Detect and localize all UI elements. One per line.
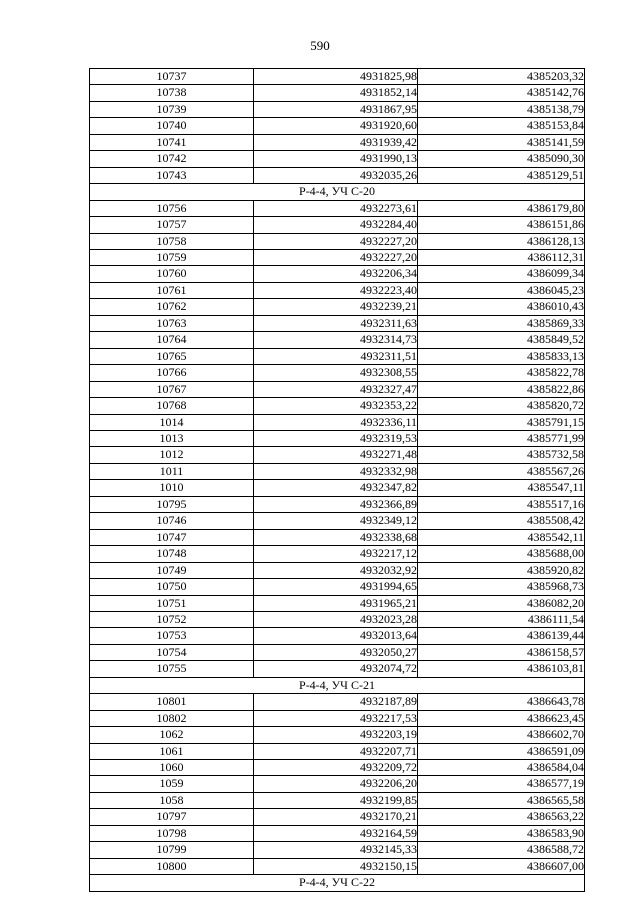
point-number-cell: 10760 <box>90 266 254 282</box>
y-coordinate-cell: 4386128,13 <box>418 233 585 249</box>
point-number-cell: 10762 <box>90 299 254 315</box>
table-row <box>90 69 585 85</box>
y-coordinate-cell: 4385688,00 <box>418 546 585 562</box>
x-coordinate-cell: 4932187,89 <box>254 694 418 710</box>
y-coordinate-cell: 4385547,11 <box>418 480 585 496</box>
y-coordinate-cell: 4385869,33 <box>418 315 585 331</box>
x-coordinate-cell: 4932050,27 <box>254 644 418 660</box>
table-row <box>90 529 585 545</box>
table-row <box>90 513 585 529</box>
table-row <box>90 562 585 578</box>
table-row <box>90 694 585 710</box>
table-row <box>90 447 585 463</box>
y-coordinate-cell: 4386643,78 <box>418 694 585 710</box>
point-number-cell: 10743 <box>90 167 254 183</box>
y-coordinate-cell: 4385567,26 <box>418 463 585 479</box>
y-coordinate-cell: 4385142,76 <box>418 85 585 101</box>
x-coordinate-cell: 4932239,21 <box>254 299 418 315</box>
x-coordinate-cell: 4932314,73 <box>254 332 418 348</box>
point-number-cell: 10754 <box>90 644 254 660</box>
x-coordinate-cell: 4932349,12 <box>254 513 418 529</box>
point-number-cell: 10749 <box>90 562 254 578</box>
x-coordinate-cell: 4932332,98 <box>254 463 418 479</box>
y-coordinate-cell: 4386139,44 <box>418 628 585 644</box>
y-coordinate-cell: 4386010,43 <box>418 299 585 315</box>
x-coordinate-cell: 4932311,63 <box>254 315 418 331</box>
y-coordinate-cell: 4385822,78 <box>418 365 585 381</box>
x-coordinate-cell: 4932273,61 <box>254 200 418 216</box>
point-number-cell: 10768 <box>90 398 254 414</box>
x-coordinate-cell: 4931939,42 <box>254 134 418 150</box>
point-number-cell: 10758 <box>90 233 254 249</box>
table-row <box>90 430 585 446</box>
y-coordinate-cell: 4385968,73 <box>418 579 585 595</box>
point-number-cell: 1062 <box>90 727 254 743</box>
x-coordinate-cell: 4932209,72 <box>254 760 418 776</box>
y-coordinate-cell: 4386045,23 <box>418 282 585 298</box>
point-number-cell: 10753 <box>90 628 254 644</box>
point-number-cell: 1012 <box>90 447 254 463</box>
y-coordinate-cell: 4386179,80 <box>418 200 585 216</box>
table-row <box>90 628 585 644</box>
table-row <box>90 809 585 825</box>
y-coordinate-cell: 4385791,15 <box>418 414 585 430</box>
point-number-cell: 10797 <box>90 809 254 825</box>
point-number-cell: 10802 <box>90 710 254 726</box>
point-number-cell: 1058 <box>90 792 254 808</box>
table-row <box>90 858 585 874</box>
x-coordinate-cell: 4932217,12 <box>254 546 418 562</box>
point-number-cell: 10765 <box>90 348 254 364</box>
point-number-cell: 10750 <box>90 579 254 595</box>
point-number-cell: 1061 <box>90 743 254 759</box>
table-row <box>90 760 585 776</box>
table-row <box>90 727 585 743</box>
x-coordinate-cell: 4932013,64 <box>254 628 418 644</box>
point-number-cell: 10746 <box>90 513 254 529</box>
table-row <box>90 825 585 841</box>
x-coordinate-cell: 4932338,68 <box>254 529 418 545</box>
x-coordinate-cell: 4932327,47 <box>254 381 418 397</box>
x-coordinate-cell: 4932206,20 <box>254 776 418 792</box>
section-header-row <box>90 677 585 693</box>
y-coordinate-cell: 4386583,90 <box>418 825 585 841</box>
y-coordinate-cell: 4386563,22 <box>418 809 585 825</box>
point-number-cell: 10739 <box>90 101 254 117</box>
point-number-cell: 1014 <box>90 414 254 430</box>
y-coordinate-cell: 4386099,34 <box>418 266 585 282</box>
table-row <box>90 644 585 660</box>
y-coordinate-cell: 4385849,52 <box>418 332 585 348</box>
table-row <box>90 233 585 249</box>
x-coordinate-cell: 4931852,14 <box>254 85 418 101</box>
table-row <box>90 332 585 348</box>
table-row <box>90 595 585 611</box>
point-number-cell: 10764 <box>90 332 254 348</box>
y-coordinate-cell: 4386151,86 <box>418 217 585 233</box>
x-coordinate-cell: 4932336,11 <box>254 414 418 430</box>
x-coordinate-cell: 4932347,82 <box>254 480 418 496</box>
point-number-cell: 10752 <box>90 611 254 627</box>
table-row <box>90 249 585 265</box>
x-coordinate-cell: 4932164,59 <box>254 825 418 841</box>
x-coordinate-cell: 4932207,71 <box>254 743 418 759</box>
point-number-cell: 10748 <box>90 546 254 562</box>
x-coordinate-cell: 4932170,21 <box>254 809 418 825</box>
point-number-cell: 10761 <box>90 282 254 298</box>
table-row <box>90 299 585 315</box>
table-row <box>90 414 585 430</box>
point-number-cell: 1013 <box>90 430 254 446</box>
y-coordinate-cell: 4385517,16 <box>418 496 585 512</box>
x-coordinate-cell: 4931867,95 <box>254 101 418 117</box>
table-row <box>90 480 585 496</box>
section-header-row <box>90 184 585 200</box>
y-coordinate-cell: 4386591,09 <box>418 743 585 759</box>
x-coordinate-cell: 4932145,33 <box>254 842 418 858</box>
table-row <box>90 365 585 381</box>
y-coordinate-cell: 4385732,58 <box>418 447 585 463</box>
table-row <box>90 579 585 595</box>
y-coordinate-cell: 4386112,31 <box>418 249 585 265</box>
y-coordinate-cell: 4386623,45 <box>418 710 585 726</box>
table-row <box>90 118 585 134</box>
x-coordinate-cell: 4932284,40 <box>254 217 418 233</box>
y-coordinate-cell: 4386565,58 <box>418 792 585 808</box>
table-row <box>90 546 585 562</box>
y-coordinate-cell: 4385090,30 <box>418 151 585 167</box>
point-number-cell: 10801 <box>90 694 254 710</box>
point-number-cell: 10741 <box>90 134 254 150</box>
section-header-row <box>90 875 585 891</box>
point-number-cell: 10800 <box>90 858 254 874</box>
y-coordinate-cell: 4385129,51 <box>418 167 585 183</box>
point-number-cell: 10755 <box>90 661 254 677</box>
x-coordinate-cell: 4932227,20 <box>254 233 418 249</box>
table-row <box>90 200 585 216</box>
y-coordinate-cell: 4385141,59 <box>418 134 585 150</box>
x-coordinate-cell: 4931965,21 <box>254 595 418 611</box>
table-row <box>90 611 585 627</box>
point-number-cell: 10757 <box>90 217 254 233</box>
x-coordinate-cell: 4932217,53 <box>254 710 418 726</box>
point-number-cell: 10737 <box>90 69 254 85</box>
x-coordinate-cell: 4931994,65 <box>254 579 418 595</box>
x-coordinate-cell: 4932035,26 <box>254 167 418 183</box>
table-row <box>90 381 585 397</box>
y-coordinate-cell: 4385138,79 <box>418 101 585 117</box>
x-coordinate-cell: 4932206,34 <box>254 266 418 282</box>
page-number: 590 <box>310 38 330 53</box>
x-coordinate-cell: 4932199,85 <box>254 792 418 808</box>
y-coordinate-cell: 4386111,54 <box>418 611 585 627</box>
point-number-cell: 10738 <box>90 85 254 101</box>
point-number-cell: 10799 <box>90 842 254 858</box>
x-coordinate-cell: 4932271,48 <box>254 447 418 463</box>
point-number-cell: 10767 <box>90 381 254 397</box>
table-row <box>90 776 585 792</box>
y-coordinate-cell: 4386158,57 <box>418 644 585 660</box>
y-coordinate-cell: 4385833,13 <box>418 348 585 364</box>
y-coordinate-cell: 4385203,32 <box>418 69 585 85</box>
table-row <box>90 842 585 858</box>
section-title: Р-4-4, УЧ С-21 <box>90 677 585 693</box>
x-coordinate-cell: 4931825,98 <box>254 69 418 85</box>
table-row <box>90 463 585 479</box>
x-coordinate-cell: 4932074,72 <box>254 661 418 677</box>
x-coordinate-cell: 4932319,53 <box>254 430 418 446</box>
y-coordinate-cell: 4385820,72 <box>418 398 585 414</box>
x-coordinate-cell: 4931990,13 <box>254 151 418 167</box>
x-coordinate-cell: 4932353,22 <box>254 398 418 414</box>
point-number-cell: 10763 <box>90 315 254 331</box>
section-title: Р-4-4, УЧ С-22 <box>90 875 585 891</box>
x-coordinate-cell: 4932366,89 <box>254 496 418 512</box>
table-row <box>90 661 585 677</box>
table-row <box>90 266 585 282</box>
x-coordinate-cell: 4931920,60 <box>254 118 418 134</box>
y-coordinate-cell: 4386103,81 <box>418 661 585 677</box>
point-number-cell: 10747 <box>90 529 254 545</box>
point-number-cell: 10798 <box>90 825 254 841</box>
y-coordinate-cell: 4386607,00 <box>418 858 585 874</box>
y-coordinate-cell: 4385822,86 <box>418 381 585 397</box>
table-row <box>90 134 585 150</box>
point-number-cell: 10751 <box>90 595 254 611</box>
point-number-cell: 1060 <box>90 760 254 776</box>
section-title: Р-4-4, УЧ С-20 <box>90 184 585 200</box>
point-number-cell: 10795 <box>90 496 254 512</box>
y-coordinate-cell: 4385508,42 <box>418 513 585 529</box>
y-coordinate-cell: 4386588,72 <box>418 842 585 858</box>
table-row <box>90 743 585 759</box>
point-number-cell: 1010 <box>90 480 254 496</box>
point-number-cell: 10766 <box>90 365 254 381</box>
point-number-cell: 10759 <box>90 249 254 265</box>
y-coordinate-cell: 4386602,70 <box>418 727 585 743</box>
table-row <box>90 315 585 331</box>
y-coordinate-cell: 4386577,19 <box>418 776 585 792</box>
x-coordinate-cell: 4932203,19 <box>254 727 418 743</box>
point-number-cell: 1059 <box>90 776 254 792</box>
x-coordinate-cell: 4932023,28 <box>254 611 418 627</box>
x-coordinate-cell: 4932150,15 <box>254 858 418 874</box>
table-row <box>90 85 585 101</box>
table-row <box>90 348 585 364</box>
point-number-cell: 1011 <box>90 463 254 479</box>
x-coordinate-cell: 4932223,40 <box>254 282 418 298</box>
table-row <box>90 710 585 726</box>
point-number-cell: 10756 <box>90 200 254 216</box>
coordinates-table-body <box>90 69 585 892</box>
coordinates-table <box>89 68 585 892</box>
y-coordinate-cell: 4385542,11 <box>418 529 585 545</box>
point-number-cell: 10740 <box>90 118 254 134</box>
x-coordinate-cell: 4932308,55 <box>254 365 418 381</box>
x-coordinate-cell: 4932227,20 <box>254 249 418 265</box>
y-coordinate-cell: 4386584,04 <box>418 760 585 776</box>
y-coordinate-cell: 4385771,99 <box>418 430 585 446</box>
point-number-cell: 10742 <box>90 151 254 167</box>
table-row <box>90 101 585 117</box>
table-row <box>90 398 585 414</box>
y-coordinate-cell: 4385920,82 <box>418 562 585 578</box>
table-row <box>90 167 585 183</box>
table-row <box>90 217 585 233</box>
y-coordinate-cell: 4386082,20 <box>418 595 585 611</box>
x-coordinate-cell: 4932311,51 <box>254 348 418 364</box>
table-row <box>90 792 585 808</box>
table-row <box>90 496 585 512</box>
y-coordinate-cell: 4385153,84 <box>418 118 585 134</box>
x-coordinate-cell: 4932032,92 <box>254 562 418 578</box>
table-row <box>90 282 585 298</box>
table-row <box>90 151 585 167</box>
